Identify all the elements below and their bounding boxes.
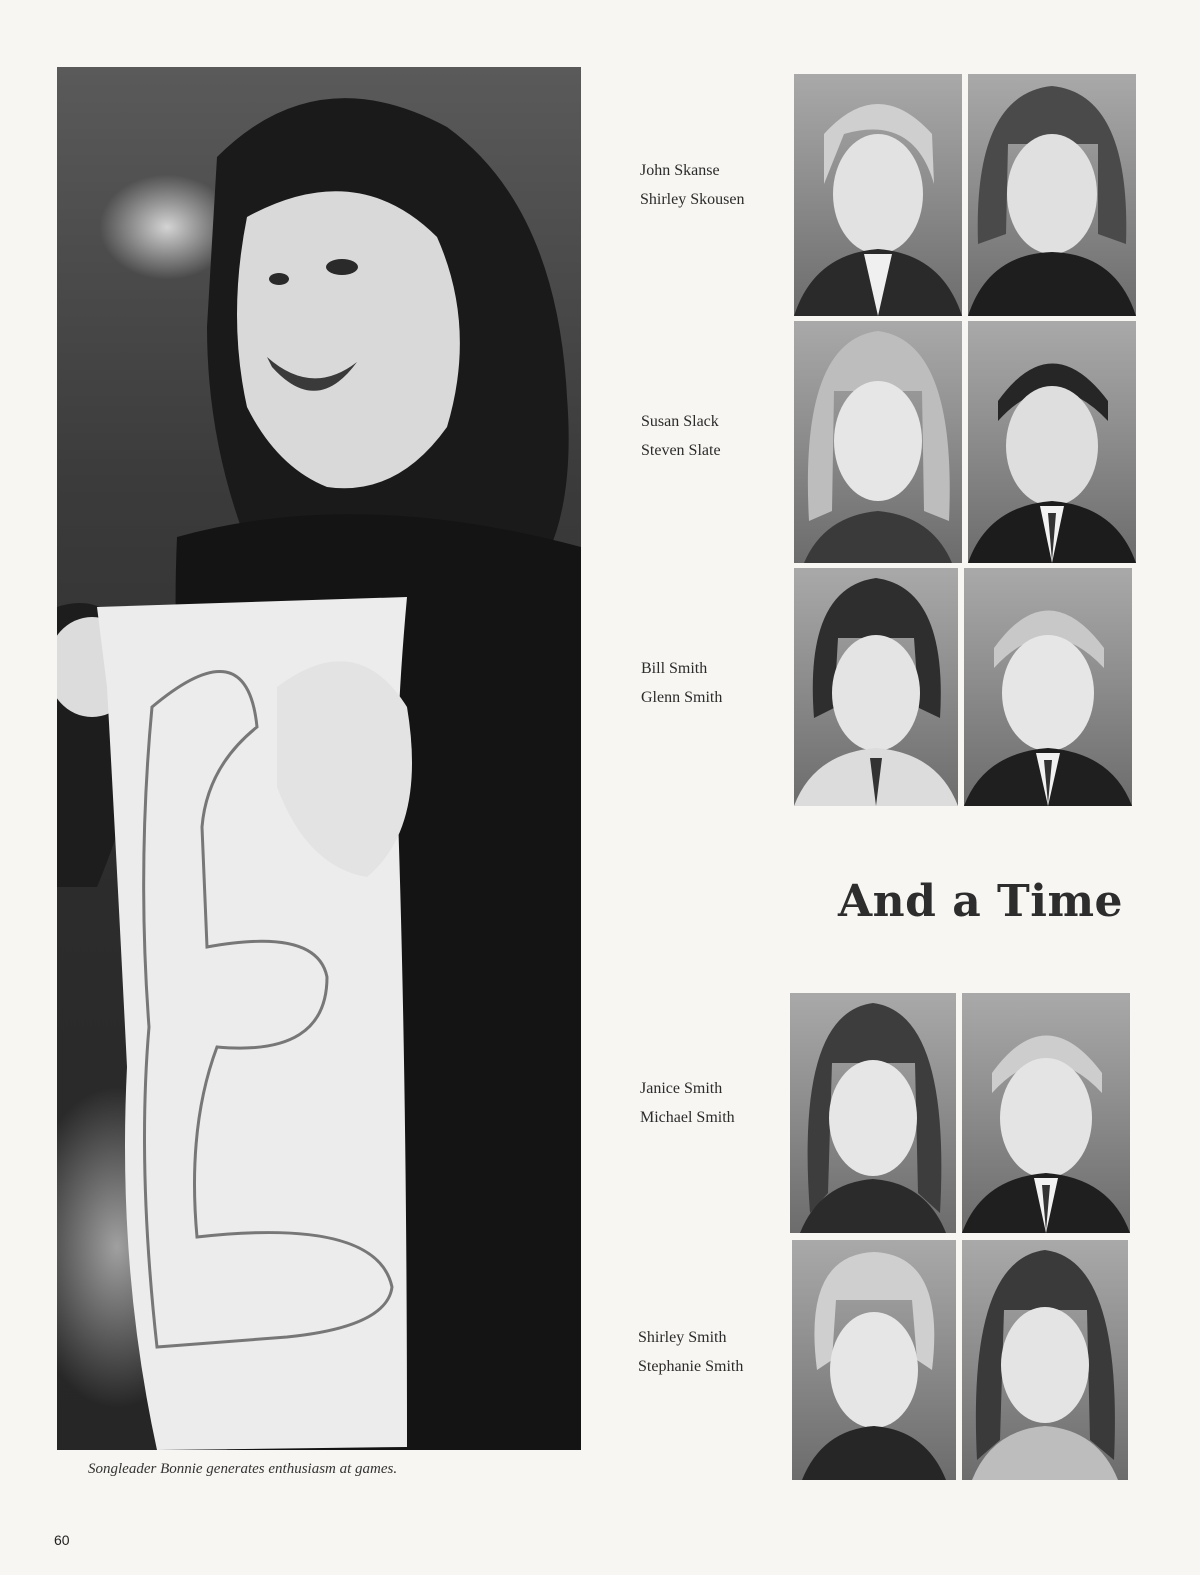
section-heading: And a Time <box>838 876 1124 927</box>
portrait-photo <box>794 321 962 563</box>
portrait-photo <box>962 993 1130 1233</box>
student-name: Shirley Skousen <box>640 191 745 208</box>
portrait-photo <box>790 993 956 1233</box>
portrait-photo <box>794 74 962 316</box>
student-name: Janice Smith <box>640 1080 723 1097</box>
student-name: Glenn Smith <box>641 689 723 706</box>
student-name: Stephanie Smith <box>638 1358 744 1375</box>
portrait-photo <box>962 1240 1128 1480</box>
photo-caption: Songleader Bonnie generates enthusiasm at games. <box>88 1461 398 1477</box>
portrait-photo <box>794 568 958 806</box>
page-number: 60 <box>54 1532 70 1548</box>
student-name: Shirley Smith <box>638 1329 727 1346</box>
portrait-photo <box>968 321 1136 563</box>
name-pair-3 <box>641 654 722 712</box>
name-pair-4 <box>640 1074 735 1132</box>
portrait-photo <box>968 74 1136 316</box>
portrait-photo <box>792 1240 956 1480</box>
name-pair-5 <box>638 1323 743 1381</box>
portrait-photo <box>964 568 1132 806</box>
student-name: Bill Smith <box>641 660 708 677</box>
student-name: Steven Slate <box>641 442 721 459</box>
name-pair-1 <box>640 156 744 214</box>
name-pair-2 <box>641 407 721 465</box>
student-name: Michael Smith <box>640 1109 735 1126</box>
songleader-photo <box>57 67 581 1450</box>
student-name: John Skanse <box>640 162 720 179</box>
student-name: Susan Slack <box>641 413 719 430</box>
